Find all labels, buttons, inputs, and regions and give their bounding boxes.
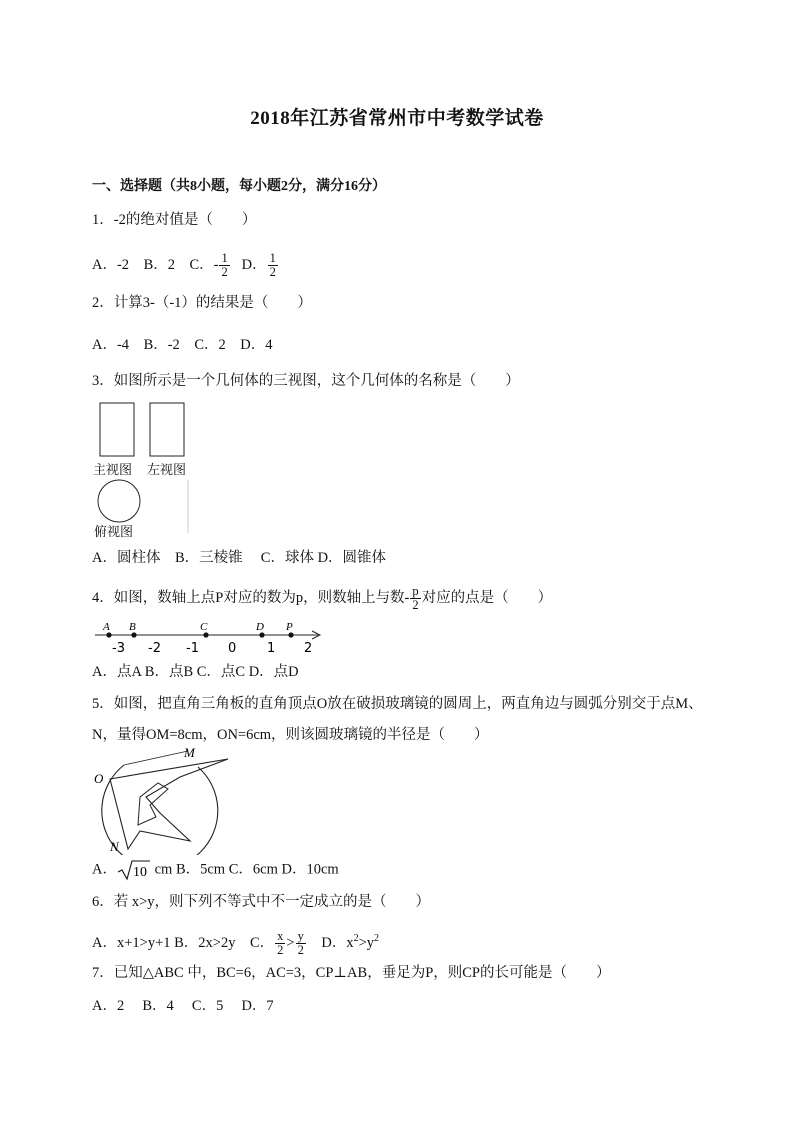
option-d: D．: [241, 256, 267, 273]
question-5-options: A． 10 cm B．5cm C．6cm D．10cm: [92, 859, 339, 881]
tick-label: -1: [186, 641, 199, 655]
tick-label: -2: [148, 641, 161, 655]
fraction-x-over-2: $\frac{x}{2}$: [277, 929, 284, 957]
point-label: C: [200, 621, 208, 633]
label-o: O: [94, 771, 104, 786]
side-view-label: 左视图: [147, 463, 187, 478]
question-4-stem: 4．如图，数轴上点P对应的数为p，则数轴上与数- $\frac{p}{2}$ 对应的点是（ ）: [92, 584, 553, 612]
question-1-stem: 1．-2的绝对值是（ ）: [92, 212, 257, 228]
option-a: A．-2: [92, 256, 130, 273]
radical-sign-icon: [117, 859, 151, 881]
option-b: B．-2: [143, 337, 180, 353]
tick-label: -3: [112, 641, 125, 655]
question-6-options: A．x+1>y+1 B．2x>2y C． $\frac{x}{2}$ > $\frac{y}{2}$ D．$x^2>y^2$: [92, 929, 380, 957]
option-d: D．4: [240, 337, 273, 353]
square-root: [117, 859, 151, 881]
tick-label: 2: [304, 641, 313, 655]
section-heading: 一、选择题（共8小题，每小题2分，满分16分）: [92, 179, 386, 194]
question-3-stem: 3．如图所示是一个几何体的三视图，这个几何体的名称是（ ）: [92, 373, 520, 389]
broken-mirror-figure: [88, 745, 238, 855]
question-7-options: A．2 B．4 C．5 D．7: [92, 998, 274, 1014]
fraction-half: $\frac{1}{2}$: [269, 251, 276, 279]
point-c: [203, 632, 208, 637]
top-view-circle: [98, 480, 140, 522]
side-view-rect: [150, 403, 184, 456]
question-1-options: [92, 252, 279, 279]
label-m: M: [184, 745, 195, 760]
option-c: C．-: [189, 256, 219, 273]
broken-edge: [124, 751, 188, 765]
fraction-y-over-2: $\frac{y}{2}$: [297, 929, 304, 957]
question-4-options: A．点A B．点B C．点C D．点D: [92, 664, 299, 680]
point-p: [288, 632, 293, 637]
point-label: B: [129, 621, 136, 633]
point-a: [106, 632, 111, 637]
page-title: 2018年江苏省常州市中考数学试卷: [250, 108, 544, 129]
question-5-stem-line-2: N，量得OM=8cm，ON=6cm，则该圆玻璃镜的半径是（ ）: [92, 727, 489, 743]
question-3-options: A．圆柱体 B．三棱锥 C．球体 D．圆锥体: [92, 550, 387, 566]
point-label: P: [286, 621, 293, 633]
front-view-rect: [100, 403, 134, 456]
point-d: [259, 632, 264, 637]
fraction-half: $\frac{1}{2}$: [221, 251, 228, 279]
number-line-figure: [90, 615, 330, 655]
option-b: B．2: [143, 256, 175, 273]
fraction-p-over-2: $\frac{p}{2}$: [412, 584, 419, 612]
svg-text:10: 10: [132, 865, 147, 880]
triangle-ruler-inner: [138, 783, 168, 825]
question-5-stem-line-1: 5．如图，把直角三角板的直角顶点O放在破损玻璃镜的圆周上，两直角边与圆弧分别交于点M、: [92, 696, 703, 712]
question-6-stem: 6．若 x>y，则下列不等式中不一定成立的是（ ）: [92, 894, 431, 910]
label-n: N: [110, 839, 119, 854]
question-2-options: [92, 335, 272, 355]
top-view-label: 俯视图: [94, 525, 134, 540]
option-c: C．2: [194, 337, 226, 353]
front-view-label: 主视图: [93, 463, 133, 478]
question-7-stem: 7．已知△ABC 中，BC=6，AC=3，CP⊥AB，垂足为P，则CP的长可能是（ ）: [92, 965, 611, 981]
point-label: A: [103, 621, 110, 633]
point-label: D: [256, 621, 264, 633]
question-2-stem: 2．计算3-（-1）的结果是（ ）: [92, 295, 312, 311]
triangle-ruler: [110, 759, 228, 849]
circle-arc: [102, 765, 218, 855]
tick-label: 1: [267, 641, 276, 655]
point-b: [131, 632, 136, 637]
tick-label: 0: [228, 641, 237, 655]
option-a: A．-4: [92, 337, 130, 353]
